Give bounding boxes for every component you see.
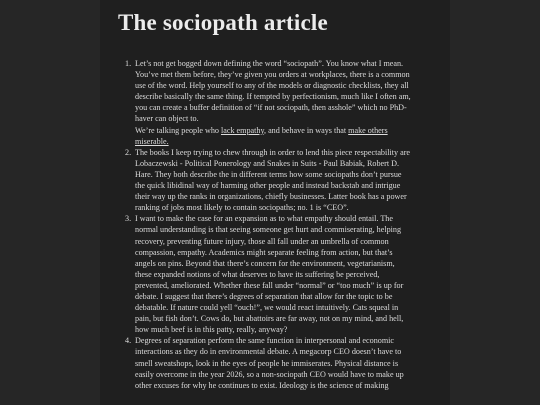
- list-item-text-line: [135, 125, 411, 147]
- list-item-text: Degrees of separation perform the same function in interpersonal and economic interactions as they do in environmental debate. A megacorp CEO doesn’t have to smell sweatshops, look in the eyes of people he immiserates. Physical distance is easily overcome in the year 2026, so a non-sociopath CEO would have to make up other excuses for why he continues to exist. Ideology is the science of making: [135, 336, 404, 390]
- list-number: 3.: [125, 214, 132, 224]
- lack-empathy-link[interactable]: lack empathy: [220, 125, 264, 135]
- list-item: [125, 213, 411, 335]
- list-number: 2.: [125, 147, 132, 157]
- list-item-text: Let’s not get bogged down defining the word “sociopath”. You know what I mean. You’ve met them before, they’ve given you orders at workplaces, there is a common use of the word. Help yourself to any of the models or diagnostic checklists, they all describe basically the same thing. If tempted by perfectionism, much like I often am, you can create a buffer definition of “if not sociopath, then asshole” which no PhD-haver can object to.: [135, 59, 411, 124]
- list-item-text: The books I keep trying to chew through in order to lend this piece respectability are Lobaczewski - Political Ponerology and Snakes in Suits - Paul Babiak, Robert D. Hare. They both describe the in different terms how some sociopaths don’t pursue the quick libidinal way of harming other people and instead backstab and intrigue their way up the ranks in organizations, chiefly businesses. Latter book has a power ranking of jobs most likely to contain sociopaths; no. 1 is “CEO”.: [135, 147, 411, 213]
- list-number: 4.: [125, 336, 132, 346]
- article-page: [100, 0, 450, 405]
- text-fragment: We’re talking people who: [135, 125, 221, 135]
- article-list: [125, 58, 411, 391]
- list-item: [125, 147, 411, 214]
- make-others-miserable-link[interactable]: make others miserable.: [135, 125, 388, 146]
- list-number: 1.: [125, 59, 132, 68]
- list-item-text: I want to make the case for an expansion as to what empathy should entail. The normal understanding is that seeing someone get hurt and commiserating, helping recovery, preventing future injury, those all fall under an umbrella of common compassion, empathy. Academics might separate feeling from action, but that’s angels on pins. Beyond that there’s concern for the environment, vegetarianism, these expanded notions of what deserves to have its suffering be perceived, prevented, ameliorated. Whether these fall under “normal” or “too much” is up for debate. I suggest that there’s degrees of separation that allow for the topic to be debatable. If nature could yell “ouch!”, we would react intuitively. Cats squeal in pain, but fish don’t. Cows do, but abattoirs are far away, not on my mind, and hell, how much beef is in this patty, really, anyway?: [135, 214, 404, 335]
- right-margin: [450, 0, 540, 405]
- text-fragment: , and behave in ways that: [264, 125, 349, 135]
- list-item: [125, 335, 411, 390]
- left-margin: [0, 0, 100, 405]
- page-title: The sociopath article: [118, 10, 328, 35]
- list-item: [125, 58, 411, 147]
